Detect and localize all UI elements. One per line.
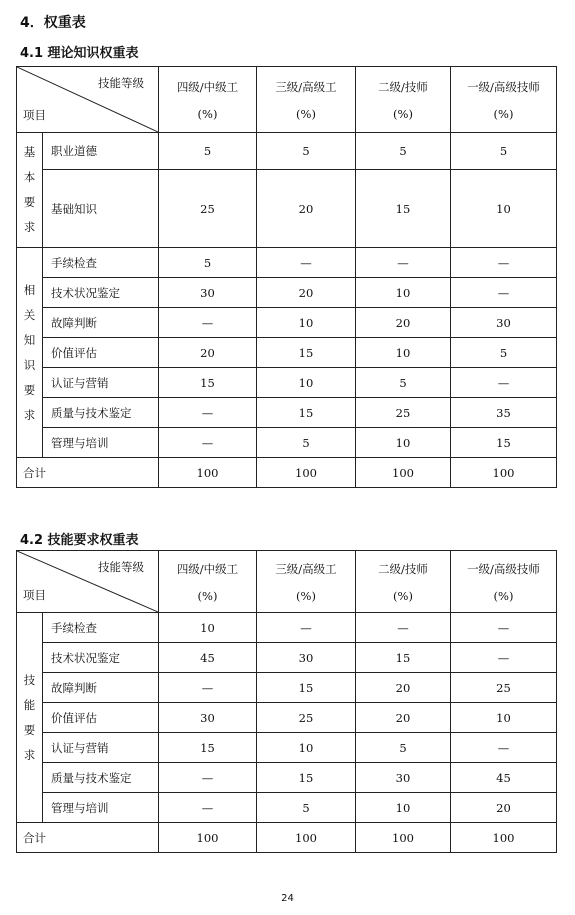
table-cell: 15 bbox=[356, 170, 451, 248]
table-cell: 20 bbox=[159, 338, 257, 368]
table-cell: 15 bbox=[356, 643, 451, 673]
total-cell: 100 bbox=[159, 823, 257, 853]
table-cell: 20 bbox=[356, 703, 451, 733]
total-cell: 100 bbox=[257, 458, 356, 488]
theory-weight-table bbox=[16, 66, 557, 488]
table2-level-header: 二级/技师 (%) bbox=[356, 551, 451, 613]
table-cell: 25 bbox=[451, 673, 557, 703]
table-cell: — bbox=[159, 398, 257, 428]
table-cell: 25 bbox=[257, 703, 356, 733]
group-label-related-knowledge: 相 关 知 识 要 求 bbox=[17, 248, 43, 458]
table2-corner-level: 技能等级 bbox=[98, 560, 144, 574]
table-row bbox=[17, 368, 557, 398]
table-cell: — bbox=[451, 278, 557, 308]
total-cell: 100 bbox=[356, 823, 451, 853]
table2-corner-item: 项目 bbox=[23, 588, 46, 602]
table-cell: 30 bbox=[257, 643, 356, 673]
table2-level-header: 四级/中级工 (%) bbox=[159, 551, 257, 613]
table-row bbox=[17, 338, 557, 368]
table1-level-header: 一级/高级技师 (%) bbox=[451, 67, 557, 133]
table-cell: — bbox=[356, 248, 451, 278]
table-cell: 5 bbox=[159, 248, 257, 278]
table1-total-row bbox=[17, 458, 557, 488]
table-cell: 20 bbox=[451, 793, 557, 823]
table-cell: 10 bbox=[356, 793, 451, 823]
table-cell: 5 bbox=[451, 338, 557, 368]
table-row bbox=[17, 428, 557, 458]
table1-corner-item: 项目 bbox=[23, 108, 46, 122]
table2-corner-header bbox=[17, 551, 159, 613]
table1-title: 4.1 理论知识权重表 bbox=[20, 46, 139, 61]
row-item-label: 故障判断 bbox=[43, 308, 159, 338]
table-cell: — bbox=[356, 613, 451, 643]
table2-title: 4.2 技能要求权重表 bbox=[20, 533, 139, 548]
table-cell: 10 bbox=[356, 278, 451, 308]
table-cell: 30 bbox=[159, 703, 257, 733]
row-item-label: 技术状况鉴定 bbox=[43, 278, 159, 308]
table-cell: 5 bbox=[356, 133, 451, 170]
table-cell: 20 bbox=[356, 308, 451, 338]
table-cell: 10 bbox=[257, 368, 356, 398]
table-cell: 5 bbox=[451, 133, 557, 170]
table-cell: 20 bbox=[257, 170, 356, 248]
table-cell: 35 bbox=[451, 398, 557, 428]
table-row bbox=[17, 170, 557, 248]
table-cell: 10 bbox=[451, 170, 557, 248]
table2-header-row bbox=[17, 551, 557, 613]
table-row bbox=[17, 763, 557, 793]
table-row bbox=[17, 793, 557, 823]
table-cell: 25 bbox=[159, 170, 257, 248]
table-cell: 20 bbox=[356, 673, 451, 703]
row-item-label: 技术状况鉴定 bbox=[43, 643, 159, 673]
total-label: 合计 bbox=[17, 458, 159, 488]
table-row bbox=[17, 703, 557, 733]
table2-total-row bbox=[17, 823, 557, 853]
table-cell: — bbox=[451, 248, 557, 278]
table-cell: — bbox=[451, 643, 557, 673]
table-cell: — bbox=[159, 428, 257, 458]
table-cell: 5 bbox=[257, 793, 356, 823]
table-cell: 20 bbox=[257, 278, 356, 308]
table1-level-header: 二级/技师 (%) bbox=[356, 67, 451, 133]
table-cell: 5 bbox=[356, 733, 451, 763]
row-item-label: 手续检查 bbox=[43, 613, 159, 643]
table-row bbox=[17, 398, 557, 428]
table-cell: 30 bbox=[356, 763, 451, 793]
table-cell: — bbox=[159, 763, 257, 793]
row-item-label: 故障判断 bbox=[43, 673, 159, 703]
row-item-label: 手续检查 bbox=[43, 248, 159, 278]
table-cell: — bbox=[451, 733, 557, 763]
table-cell: — bbox=[159, 793, 257, 823]
row-item-label: 认证与营销 bbox=[43, 368, 159, 398]
table-cell: 15 bbox=[257, 338, 356, 368]
table-cell: — bbox=[451, 368, 557, 398]
table-cell: — bbox=[257, 613, 356, 643]
table-cell: 25 bbox=[356, 398, 451, 428]
table-row bbox=[17, 613, 557, 643]
table2-level-header: 一级/高级技师 (%) bbox=[451, 551, 557, 613]
table-cell: 45 bbox=[451, 763, 557, 793]
table-cell: 10 bbox=[356, 338, 451, 368]
table-cell: 15 bbox=[159, 733, 257, 763]
table-cell: 5 bbox=[257, 133, 356, 170]
table1-corner-header bbox=[17, 67, 159, 133]
skill-weight-table bbox=[16, 550, 557, 853]
row-item-label: 管理与培训 bbox=[43, 428, 159, 458]
table-cell: 15 bbox=[451, 428, 557, 458]
table-cell: 10 bbox=[257, 733, 356, 763]
table-cell: — bbox=[257, 248, 356, 278]
total-cell: 100 bbox=[451, 823, 557, 853]
table-cell: 5 bbox=[159, 133, 257, 170]
table-cell: 10 bbox=[451, 703, 557, 733]
table1-header-row bbox=[17, 67, 557, 133]
table-row bbox=[17, 278, 557, 308]
table-cell: 10 bbox=[159, 613, 257, 643]
row-item-label: 管理与培训 bbox=[43, 793, 159, 823]
table-cell: 15 bbox=[257, 763, 356, 793]
page-number: 24 bbox=[281, 893, 294, 904]
table1-level-header: 三级/高级工 (%) bbox=[257, 67, 356, 133]
table-row bbox=[17, 673, 557, 703]
table-cell: — bbox=[451, 613, 557, 643]
table-row bbox=[17, 308, 557, 338]
table1-level-header: 四级/中级工 (%) bbox=[159, 67, 257, 133]
table-cell: 30 bbox=[451, 308, 557, 338]
row-item-label: 价值评估 bbox=[43, 703, 159, 733]
row-item-label: 认证与营销 bbox=[43, 733, 159, 763]
total-label: 合计 bbox=[17, 823, 159, 853]
table-cell: — bbox=[159, 308, 257, 338]
row-item-label: 质量与技术鉴定 bbox=[43, 763, 159, 793]
table-cell: 15 bbox=[257, 398, 356, 428]
section-title: 4．权重表 bbox=[20, 15, 86, 31]
table-row bbox=[17, 248, 557, 278]
row-item-label: 质量与技术鉴定 bbox=[43, 398, 159, 428]
row-item-label: 价值评估 bbox=[43, 338, 159, 368]
group-label-skill-requirements: 技 能 要 求 bbox=[17, 613, 43, 823]
table-cell: 30 bbox=[159, 278, 257, 308]
table-row bbox=[17, 133, 557, 170]
table1-corner-level: 技能等级 bbox=[98, 76, 144, 90]
table-cell: — bbox=[159, 673, 257, 703]
table-row bbox=[17, 643, 557, 673]
total-cell: 100 bbox=[356, 458, 451, 488]
row-item-label: 职业道德 bbox=[43, 133, 159, 170]
table-cell: 15 bbox=[159, 368, 257, 398]
total-cell: 100 bbox=[451, 458, 557, 488]
table-cell: 15 bbox=[257, 673, 356, 703]
table-row bbox=[17, 733, 557, 763]
table-cell: 10 bbox=[257, 308, 356, 338]
total-cell: 100 bbox=[159, 458, 257, 488]
table-cell: 5 bbox=[257, 428, 356, 458]
table-cell: 45 bbox=[159, 643, 257, 673]
total-cell: 100 bbox=[257, 823, 356, 853]
table-cell: 10 bbox=[356, 428, 451, 458]
table-cell: 5 bbox=[356, 368, 451, 398]
row-item-label: 基础知识 bbox=[43, 170, 159, 248]
table2-level-header: 三级/高级工 (%) bbox=[257, 551, 356, 613]
group-label-basic-requirements: 基 本 要 求 bbox=[17, 133, 43, 248]
